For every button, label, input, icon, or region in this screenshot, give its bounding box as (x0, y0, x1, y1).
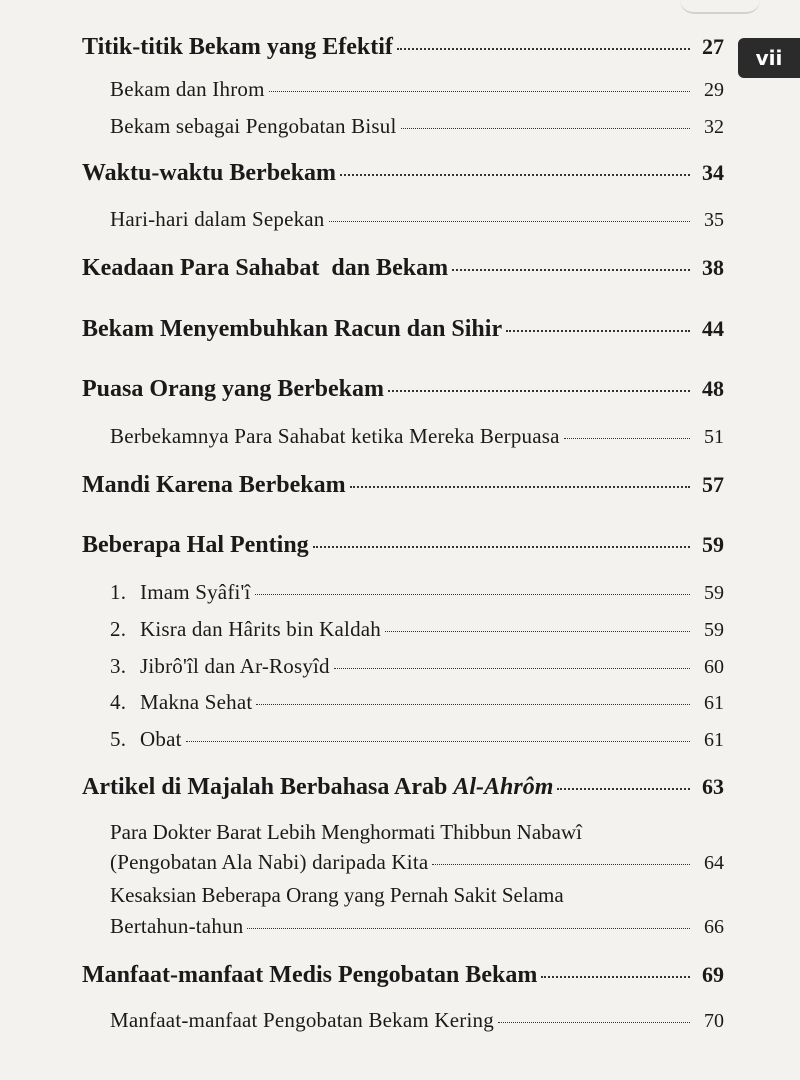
toc-entry[interactable] (82, 376, 724, 403)
dot-leader (255, 594, 690, 595)
dot-leader (269, 91, 690, 92)
dot-leader (334, 668, 690, 669)
dot-leader (452, 269, 690, 271)
toc-title-text: Imam Syâfi'î (140, 580, 251, 604)
toc-subentry[interactable] (110, 727, 724, 752)
toc-subentry[interactable] (110, 1008, 724, 1033)
dot-leader (385, 631, 690, 632)
toc-title: Bertahun-tahun (110, 914, 244, 938)
toc-subentry[interactable] (110, 424, 724, 449)
dot-leader (557, 788, 690, 790)
dot-leader (313, 546, 690, 548)
toc-title-text: Obat (140, 727, 182, 751)
toc-entry[interactable] (82, 34, 724, 61)
toc-title: Bekam Menyembuhkan Racun dan Sihir (82, 316, 503, 342)
toc-subentry[interactable] (110, 207, 724, 232)
toc-entry[interactable] (82, 316, 724, 343)
toc-title: Manfaat-manfaat Medis Pengobatan Bekam (82, 962, 538, 988)
dot-leader (329, 221, 690, 222)
toc-subentry[interactable] (110, 654, 724, 679)
toc-page-number: 27 (702, 34, 724, 59)
toc-page-number: 64 (704, 852, 724, 874)
toc-title: Bekam dan Ihrom (110, 77, 265, 101)
toc-subentry[interactable] (110, 77, 724, 102)
toc-subentry[interactable] (110, 114, 724, 139)
toc-page-number: 70 (704, 1010, 724, 1032)
toc-page-number: 66 (704, 916, 724, 938)
toc-page-number: 57 (702, 472, 724, 497)
toc-title: Keadaan Para Sahabat dan Bekam (82, 255, 449, 281)
toc-subentry[interactable] (110, 690, 724, 715)
toc-subentry[interactable] (110, 850, 724, 875)
toc-title-text: Jibrô'îl dan Ar-Rosyîd (140, 654, 330, 678)
dot-leader (247, 928, 690, 929)
list-number: 4. (110, 690, 127, 714)
toc-subentry[interactable] (110, 617, 724, 642)
toc-title (110, 580, 251, 605)
list-number: 3. (110, 654, 127, 678)
toc-title: Beberapa Hal Penting (82, 532, 309, 558)
toc-title-text: Artikel di Majalah Berbahasa Arab (82, 774, 454, 800)
toc-entry[interactable] (82, 532, 724, 559)
dot-leader (432, 864, 690, 865)
dot-leader (397, 48, 690, 50)
toc-title: Waktu-waktu Berbekam (82, 160, 337, 186)
toc-title: Berbekamnya Para Sahabat ketika Mereka Berpuasa (110, 424, 560, 448)
toc-page-number: 35 (704, 209, 724, 231)
toc-subentry-line1: Para Dokter Barat Lebih Menghormati Thibbun Nabawî (110, 820, 582, 844)
toc-page-number: 32 (704, 116, 724, 138)
toc-page-number: 38 (702, 255, 724, 280)
toc-title: Hari-hari dalam Sepekan (110, 207, 325, 231)
toc-entry[interactable] (82, 255, 724, 282)
toc-page-number: 59 (704, 582, 724, 604)
list-number: 1. (110, 580, 127, 604)
toc-title: Puasa Orang yang Berbekam (82, 376, 385, 402)
toc-page-number: 60 (704, 656, 724, 678)
toc-subentry[interactable] (110, 580, 724, 605)
dot-leader (564, 438, 690, 439)
toc-title: Bekam sebagai Pengobatan Bisul (110, 114, 397, 138)
list-number: 5. (110, 727, 127, 751)
list-number: 2. (110, 617, 127, 641)
toc-page-number: 29 (704, 79, 724, 101)
toc-page-number: 59 (702, 532, 724, 557)
toc-page-number: 51 (704, 426, 724, 448)
dot-leader (256, 704, 690, 705)
toc-page-number: 59 (704, 619, 724, 641)
toc-title: Manfaat-manfaat Pengobatan Bekam Kering (110, 1008, 494, 1032)
toc-page-number: 61 (704, 692, 724, 714)
dot-leader (541, 976, 690, 978)
toc-title: (Pengobatan Ala Nabi) daripada Kita (110, 850, 429, 874)
toc-page-number: 48 (702, 376, 724, 401)
dot-leader (350, 486, 690, 488)
toc-page-number: 61 (704, 729, 724, 751)
toc-title (110, 617, 381, 642)
toc-title-italic: Al-Ahrôm (453, 774, 554, 800)
page-number-tab: vii (738, 38, 800, 78)
dot-leader (388, 390, 690, 392)
toc-subentry[interactable] (110, 914, 724, 939)
toc-title (82, 774, 553, 801)
toc-title (110, 654, 330, 679)
toc-page-number: 63 (702, 774, 724, 799)
dot-leader (498, 1022, 690, 1023)
dot-leader (186, 741, 690, 742)
dot-leader (506, 330, 690, 332)
toc-title (110, 690, 252, 715)
toc-subentry-line1: Kesaksian Beberapa Orang yang Pernah Sakit Selama (110, 883, 564, 907)
toc-entry[interactable] (82, 472, 724, 499)
toc-entry[interactable] (82, 774, 724, 801)
toc-title-text: Makna Sehat (140, 690, 253, 714)
dot-leader (401, 128, 690, 129)
toc-entry[interactable] (82, 962, 724, 989)
toc-title: Mandi Karena Berbekam (82, 472, 346, 498)
dot-leader (340, 174, 690, 176)
toc-page-number: 44 (702, 316, 724, 341)
toc-entry[interactable] (82, 160, 724, 187)
toc-page-number: 34 (702, 160, 724, 185)
toc-title-text: Kisra dan Hârits bin Kaldah (140, 617, 382, 641)
toc-title (110, 727, 182, 752)
toc-title: Titik-titik Bekam yang Efektif (82, 34, 393, 60)
toc-page-number: 69 (702, 962, 724, 987)
